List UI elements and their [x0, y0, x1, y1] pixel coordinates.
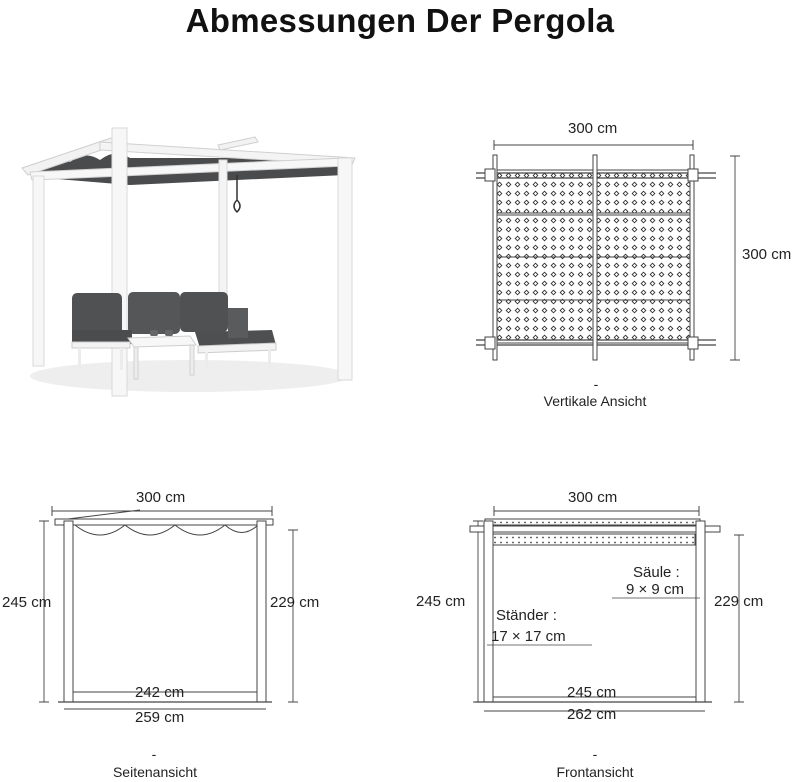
- side-height-label: 245 cm: [2, 594, 52, 611]
- front-width-label: 300 cm: [568, 489, 618, 506]
- lounge-sofa: [72, 292, 276, 370]
- front-height-label: 245 cm: [416, 593, 466, 610]
- column-size: 9 × 9 cm: [626, 581, 684, 598]
- post-size: 17 × 17 cm: [491, 628, 566, 645]
- top-width-label: 300 cm: [568, 120, 618, 137]
- side-width-label: 300 cm: [136, 489, 186, 506]
- side-outer-width-label: 259 cm: [135, 709, 185, 726]
- side-view-marker: -: [151, 746, 157, 762]
- top-depth-label: 300 cm: [742, 246, 792, 263]
- side-view-caption: Seitenansicht: [112, 764, 198, 780]
- pergola-illustration: [22, 128, 355, 396]
- front-outer-width-label: 262 cm: [567, 706, 617, 723]
- front-view-caption: Frontansicht: [556, 764, 634, 780]
- post: [338, 158, 352, 380]
- post: [33, 176, 44, 366]
- top-view-marker: -: [593, 376, 599, 392]
- post: [219, 160, 227, 310]
- top-view-caption: Vertikale Ansicht: [543, 393, 647, 409]
- front-view-marker: -: [592, 746, 598, 762]
- front-inner-width-label: 245 cm: [567, 684, 617, 701]
- post: [112, 128, 127, 396]
- post-label: Ständer :: [496, 607, 557, 624]
- side-inner-width-label: 242 cm: [135, 684, 185, 701]
- top-view-drawing: [476, 140, 740, 360]
- page-title: Abmessungen Der Pergola: [185, 2, 615, 39]
- side-inner-height-label: 229 cm: [270, 594, 320, 611]
- column-label: Säule :: [633, 564, 680, 581]
- side-view-drawing: [39, 506, 298, 709]
- front-inner-height-label: 229 cm: [714, 593, 764, 610]
